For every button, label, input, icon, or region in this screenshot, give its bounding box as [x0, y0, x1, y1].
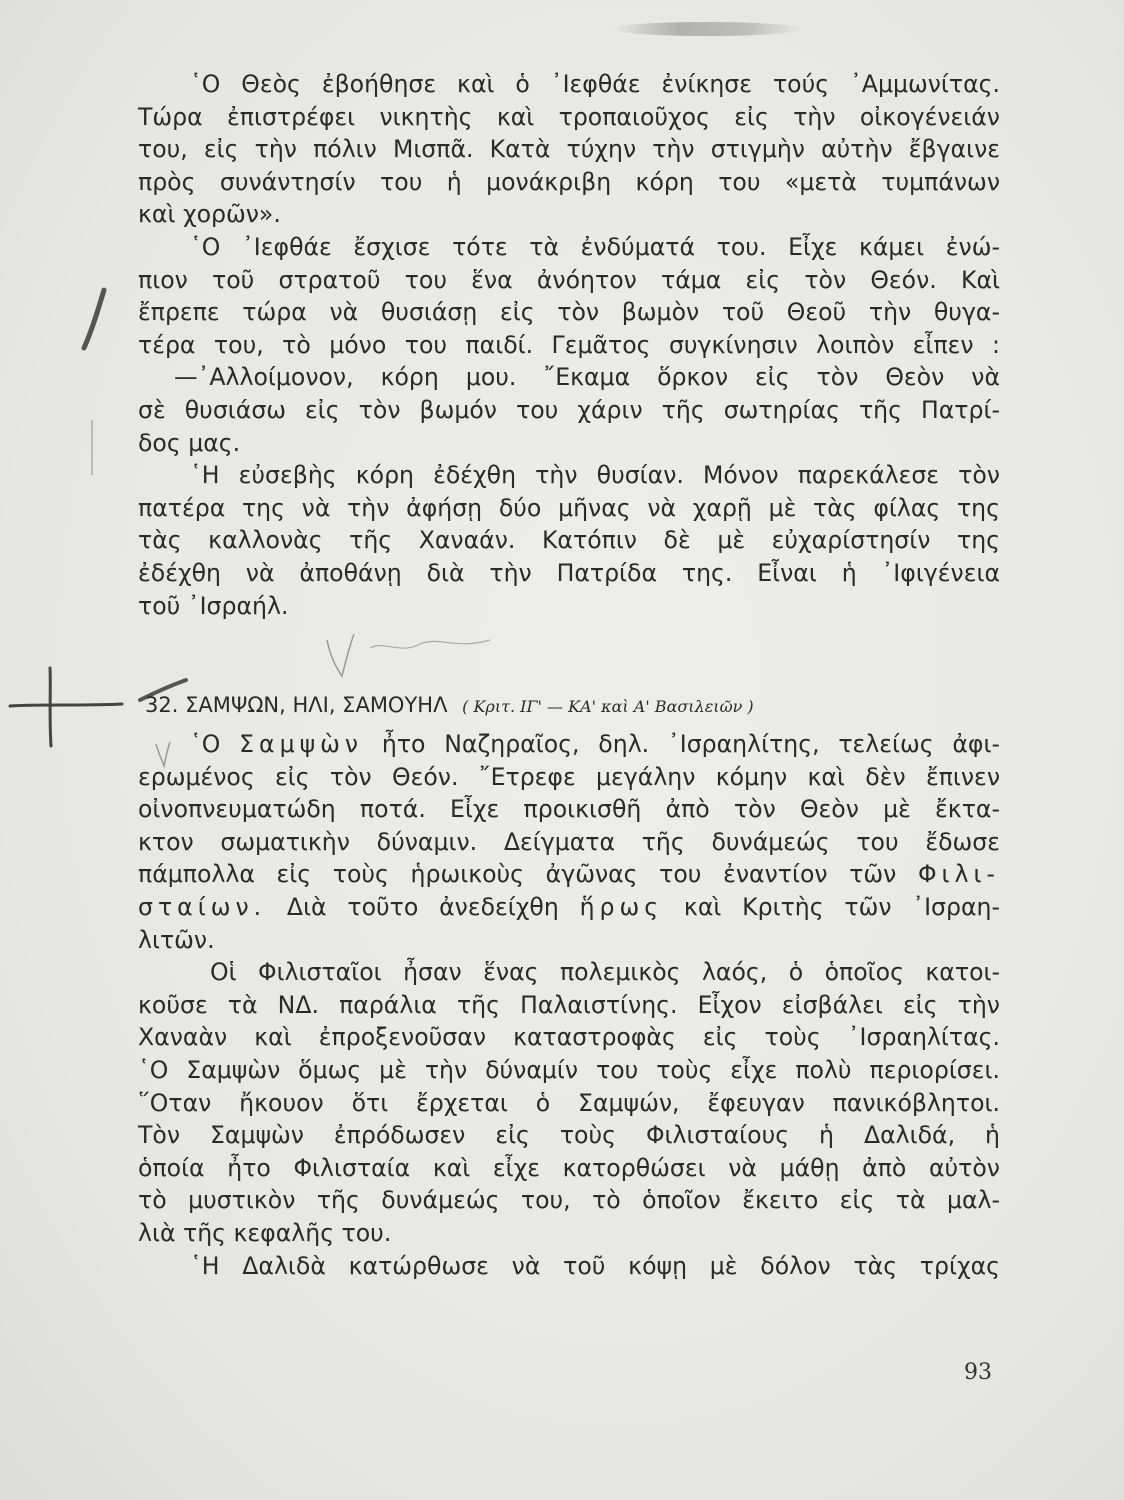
text-line: —᾿Αλλοίμονον, κόρη μου. ῎Εκαμα ὅρκον εἰς τὸν Θεὸν νὰ — [174, 363, 1000, 392]
text-line: του, εἰς τὴν πόλιν Μισπᾶ. Κατὰ τύχην τὴν στιγμὴν αὐτὴν ἔβγαινε — [138, 135, 1000, 164]
text-line: πιον τοῦ στρατοῦ του ἕνα ἀνόητον τάμα εἰς τὸν Θεόν. Καὶ — [138, 265, 1000, 294]
text-line — [138, 728, 1000, 761]
text-fragment: ἦτο Ναζηραῖος, δηλ. ᾿Ισραηλίτης, τελείως ἀφι- — [363, 730, 1000, 758]
text-line: Οἱ Φιλισταῖοι ἦσαν ἕνας πολεμικὸς λαός, ὁ ὁποῖος κατοι- — [210, 958, 1000, 987]
text-line: τοῦ ᾿Ισραήλ. — [138, 591, 289, 620]
body-text-top — [138, 68, 1000, 622]
text-line: καὶ χορῶν». — [138, 200, 281, 229]
text-line: πρὸς συνάντησίν του ἡ μονάκριβη κόρη του «μετὰ τυμπάνων — [138, 167, 1000, 196]
text-line: ῾Ο ᾿Ιεφθάε ἔσχισε τότε τὰ ἐνδύματά του. Εἶχε κάμει ἐνώ- — [190, 232, 1000, 261]
text-line: λιὰ τῆς κεφαλῆς του. — [138, 1218, 392, 1247]
name-spaced: Φιλι- — [917, 860, 1000, 889]
text-line: τὸ μυστικὸν τῆς δυνάμεώς του, τὸ ὁποῖον ἔκειτο εἰς τὰ μαλ- — [138, 1186, 1000, 1215]
name-spaced: Σαμψὼν — [239, 730, 364, 758]
text-line: ἔπρεπε τώρα νὰ θυσιάσῃ εἰς τὸν βωμὸν τοῦ Θεοῦ τὴν θυγα- — [138, 298, 1000, 327]
text-line: οἰνοπνευματώδη ποτά. Εἶχε προικισθῆ ἀπὸ τὸν Θεὸν μὲ ἔκτα- — [138, 795, 1000, 824]
section-reference: ( Κριτ. ΙΓ' — ΚΑ' καὶ Α' Βασιλειῶν ) — [462, 697, 754, 716]
text-line: ῞Οταν ἤκουον ὅτι ἔρχεται ὁ Σαμψών, ἔφευγαν πανικόβλητοι. — [138, 1088, 1000, 1117]
text-fragment: ῾Ο — [190, 730, 240, 758]
text-line: τέρα του, τὸ μόνο του παιδί. Γεμᾶτος συγκίνησιν λοιπὸν εἶπεν : — [138, 330, 1000, 359]
text-line: ὁποία ἦτο Φιλισταία καὶ εἶχε κατορθώσει νὰ μάθῃ ἀπὸ αὐτὸν — [138, 1153, 1000, 1182]
text-line: τὰς καλλονὰς τῆς Χαναάν. Κατόπιν δὲ μὲ εὐχαρίστησίν της — [138, 526, 1000, 555]
text-line: ερωμένος εἰς τὸν Θεόν. ῎Ετρεφε μεγάλην κόμην καὶ δὲν ἔπινεν — [138, 762, 1000, 791]
name-spaced: σταίων. — [138, 892, 267, 921]
text-line: Τώρα ἐπιστρέφει νικητὴς καὶ τροπαιοῦχος εἰς τὴν οἰκογένειάν — [138, 102, 1000, 131]
section-heading — [145, 690, 1005, 720]
text-line: Τὸν Σαμψὼν ἐπρόδωσεν εἰς τοὺς Φιλισταίους ἡ Δαλιδά, ἡ — [138, 1121, 1000, 1150]
page-number: 93 — [964, 1360, 992, 1385]
text-fragment: καὶ Κριτὴς τῶν ᾿Ισραη- — [663, 892, 1000, 921]
text-line: Χαναὰν καὶ ἐπροξενοῦσαν καταστροφὰς εἰς τοὺς ᾿Ισραηλίτας. — [138, 1023, 1000, 1052]
text-line: ῾Ο Σαμψὼν ὅμως μὲ τὴν δύναμίν του τοὺς εἶχε πολὺ περιορίσει. — [138, 1055, 1000, 1084]
text-line: πατέρα της νὰ τὴν ἀφήσῃ δύο μῆνας νὰ χαρῇ μὲ τὰς φίλας της — [138, 493, 1000, 522]
text-line: ῾Η Δαλιδὰ κατώρθωσε νὰ τοῦ κόψῃ μὲ δόλον τὰς τρίχας — [190, 1251, 1000, 1280]
text-line: κοῦσε τὰ ΝΔ. παράλια τῆς Παλαιστίνης. Εἶχον εἰσβάλει εἰς τὴν — [138, 990, 1000, 1019]
cross-mark — [10, 704, 122, 706]
text-line: ἐδέχθη νὰ ἀποθάνῃ διὰ τὴν Πατρίδα της. Εἶναι ἡ ᾿Ιφιγένεια — [138, 558, 1000, 587]
text-fragment: πάμπολλα εἰς τοὺς ἡρωικοὺς ἀγῶνας του ἐναντίον τῶν — [138, 860, 918, 889]
text-line: δος μας. — [138, 428, 241, 457]
word-spaced: ἥρως — [579, 892, 664, 921]
text-line: ῾Ο Θεὸς ἐβοήθησε καὶ ὁ ᾿Ιεφθάε ἐνίκησε τούς ᾿Αμμωνίτας. — [190, 70, 1000, 98]
text-line: κτον σωματικὴν δύναμιν. Δείγματα τῆς δυνάμεώς του ἔδωσε — [138, 827, 1000, 856]
text-line: σὲ θυσιάσω εἰς τὸν βωμόν του χάριν τῆς σωτηρίας τῆς Πατρί- — [138, 395, 1000, 424]
text-line — [138, 891, 1000, 924]
text-line: ῾Η εὐσεβὴς κόρη ἐδέχθη τὴν θυσίαν. Μόνον παρεκάλεσε τὸν — [190, 461, 1000, 490]
section-title: ΣΑΜΨΩΝ, ΗΛΙ, ΣΑΜΟΥΗΛ — [185, 693, 448, 717]
text-line: λιτῶν. — [138, 925, 215, 954]
section-number: 32. — [145, 693, 179, 717]
margin-stroke-mark — [84, 290, 104, 348]
text-fragment: Διὰ τοῦτο ἀνεδείχθη — [266, 892, 580, 921]
body-text-bottom — [138, 728, 1000, 1282]
text-line — [138, 858, 1000, 891]
